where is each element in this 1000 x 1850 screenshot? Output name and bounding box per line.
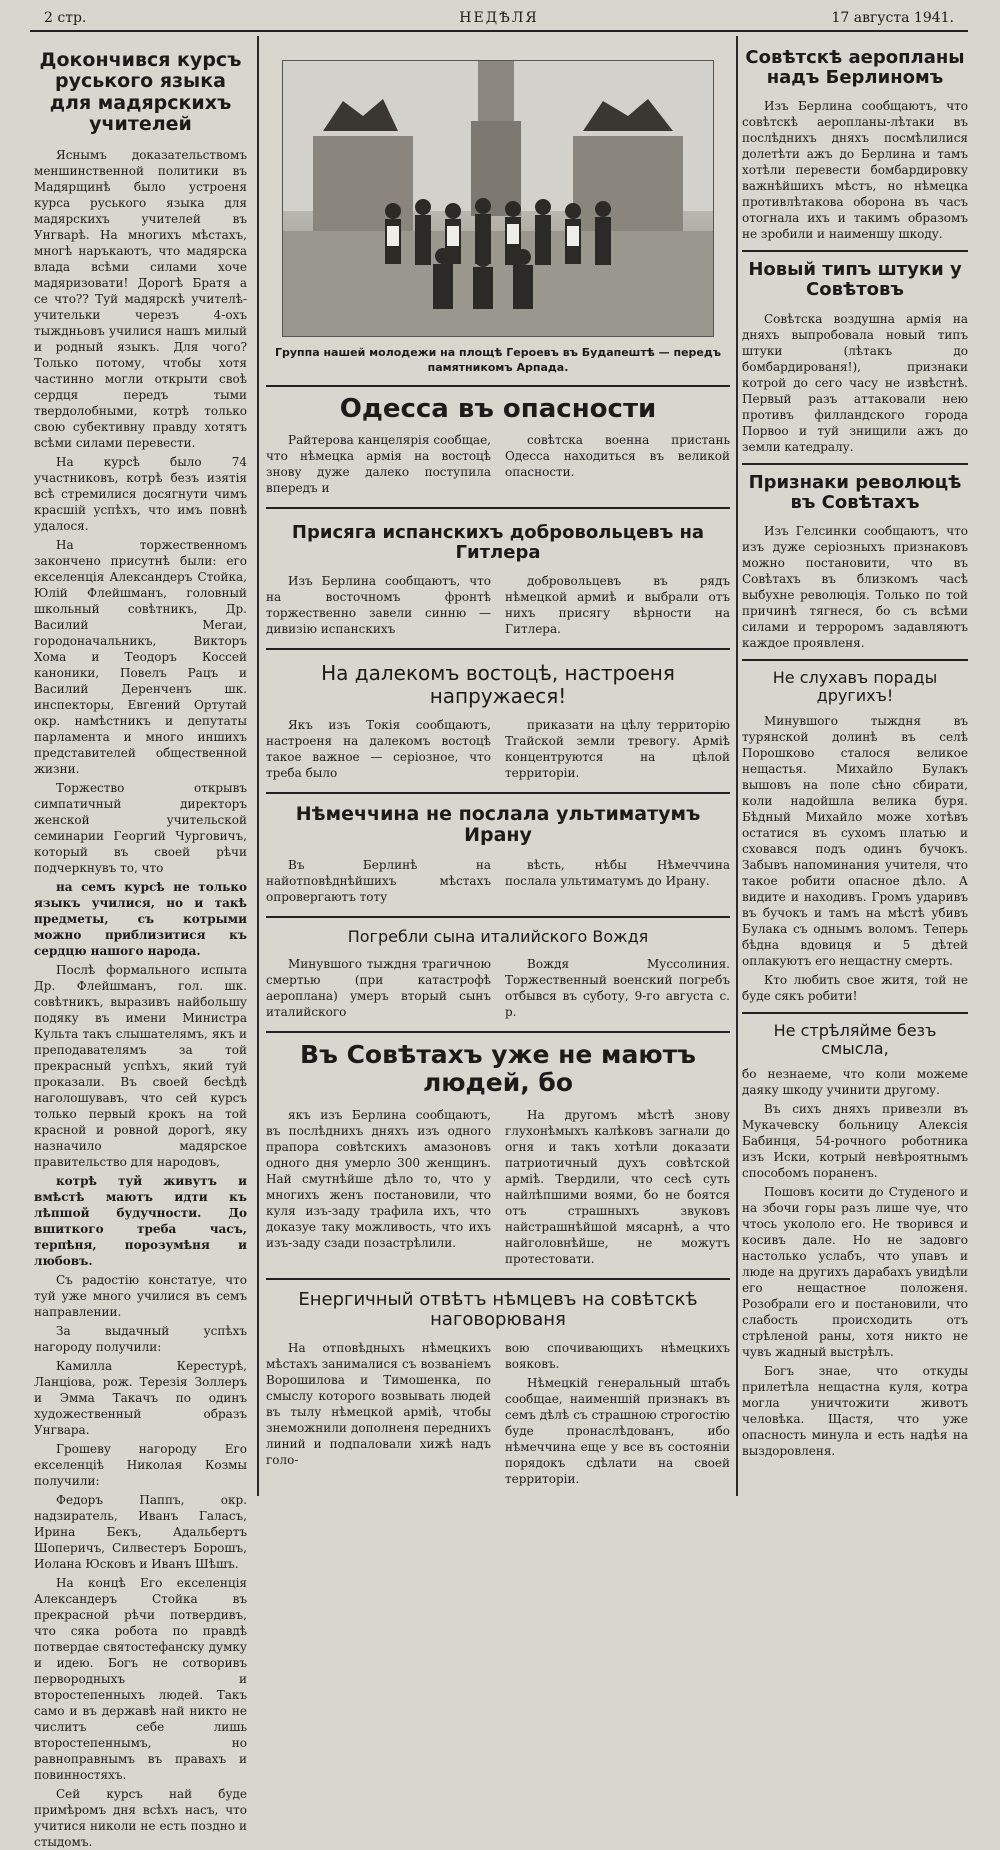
divider bbox=[266, 1278, 730, 1280]
divider bbox=[266, 1031, 730, 1033]
planes-text: Изъ Берлина сообщаютъ, что совѣтскѣ аеропланы-лѣтаки въ послѣднихъ дняхъ посмѣлилися долетѣти ажъ до Берлина и тамъ хотѣли перевести бомбардировку важнѣйшихъ мѣстъ, но нѣмецка противлѣтакова оборона въ часъ отогнала ихъ и такимъ образомъ не зробили и наименшу шкоду. bbox=[742, 99, 968, 242]
answer-col2-wrap bbox=[505, 1340, 730, 1490]
course-paragraph: Грошеву нагороду Его екселенціѣ Николая Козмы получили: bbox=[34, 1442, 247, 1489]
answer-text-col2b: Нѣмецкій генеральный штабъ сообщае, наименшій признакъ въ семъ дѣлѣ съ страшною строгостію буде пронаслѣдованъ, ибо нѣмеччина еще у все въ состояніи порядокъ сдѣлати на своей территоріи. bbox=[505, 1375, 730, 1486]
odessa-headline: Одесса въ опасности bbox=[339, 394, 657, 424]
divider bbox=[266, 916, 730, 918]
course-paragraph: Торжество открывъ симпатичный директоръ женской учительской семинарии Георгий Чурговичъ, который въ своей рѣчи подчеркнувъ то, что bbox=[34, 781, 247, 876]
divider bbox=[742, 463, 968, 465]
course-bold-quote: котрѣ туй живутъ и вмѣстѣ маютъ идти къ лѣпшой будучности. До вшиткого треба часъ, терпѣня, порозумѣня и любовъ. bbox=[34, 1174, 247, 1269]
middle-column bbox=[266, 40, 730, 1510]
weapon-text: Совѣтска воздушна армія на дняхъ выпробовала новый типъ штуки (лѣтакъ до бомбардированя!), признаки котрой до сего часу не извѣстнѣ. Первый разъ аттаковали нею противъ филландского города Порвоо и туй знищили ажъ до земли катедралу. bbox=[742, 311, 968, 454]
odessa-body bbox=[266, 432, 730, 499]
divider bbox=[742, 659, 968, 661]
course-paragraph: Съ радостію констатуе, что туй уже много училися въ семъ направлении. bbox=[34, 1273, 247, 1320]
son-body bbox=[266, 956, 730, 1023]
divider bbox=[742, 1012, 968, 1014]
column-rule-left bbox=[257, 36, 259, 1496]
oath-headline: Присяга испанскихъ добровольцевъ на Гитлера bbox=[291, 522, 705, 564]
course-paragraph: Сей курсъ най буде примѣромъ дня всѣхъ насъ, что учитися николи не есть поздно и стыдомъ. bbox=[34, 1787, 247, 1850]
planes-headline: Совѣтскѣ аеропланы надъ Берлиномъ bbox=[745, 47, 965, 89]
left-column bbox=[34, 40, 247, 1850]
course-paragraph: На торжественномъ закончено присутнѣ были: его екселенція Александеръ Стойка, Юлій Флейшманъ, головный школьный совѣтникъ, Др. Василий Мегаи, городоначальникъ, Викторъ Хома и Теодоръ Коссей каноники, Повелъ Рацъ и Василий Деренченъ шк. инспекторы, Евгений Ортутай окр. намѣстникъ и депутаты парламента и много иншихъ представителей общественной жизни. bbox=[34, 538, 247, 777]
son-text-col1: Минувшого тыждня трагичною смертью (при катастрофѣ аероплана) умеръ вторый сынъ италийского bbox=[266, 956, 491, 1019]
iran-body bbox=[266, 857, 730, 908]
odessa-text-col1: Райтерова канцелярія сообщае, что нѣмецка армія на востоцѣ знову дуже далеко поступила впередъ и bbox=[266, 433, 491, 496]
answer-text-col1: На отповѣдныхъ нѣмецкихъ мѣстахъ занималися съ возваніемъ Ворошилова и Тимошенка, по смыслу которого возвывать людей въ тылу нѣмецкой арміѣ, чтобы знеможнили дополненя переднихъ линий и подпаловали хижѣ надъ голо- bbox=[266, 1340, 491, 1467]
page-number: 2 стр. bbox=[44, 10, 87, 26]
column-rule-right bbox=[736, 36, 738, 1496]
people-body bbox=[266, 1107, 730, 1270]
east-text-col2: приказати на цѣлу территорію Тгайской земли тревогу. Арміѣ концентруются на цѣлой территоріи. bbox=[505, 718, 730, 781]
course-paragraph: На концѣ Его екселенція Александеръ Стойка въ прекрасной рѣчи потвердивъ, что сяка робота по правдѣ потвердае святостефанску думку и идею. Богъ не сотворивъ первородныхъ и второстепенныхъ людей. Такъ само и въ державѣ най никто не числитъ себе лишь второстепеннымъ, но равноправнымъ въ правахъ и повинностяхъ. bbox=[34, 1576, 247, 1783]
oath-text-col1: Изъ Берлина сообщаютъ, что на восточномъ фронтѣ торжественно завели синню — дивизію испанскихъ bbox=[266, 574, 491, 637]
newspaper-title: НЕДѢЛЯ bbox=[459, 10, 539, 26]
shoot-text: Въ сихъ дняхъ привезли въ Мукачевску больницу Алексія Бабинця, 54-рочного роботника изъ Иски, котрый невѣроятнымъ способомъ пораненъ. bbox=[742, 1101, 968, 1180]
east-text-col1: Якъ изъ Токія сообщаютъ, настроеня на далекомъ востоцѣ такое важное — серіозное, что треба было bbox=[266, 718, 491, 781]
course-bold-quote: на семъ курсѣ не только языкъ училися, но и такѣ предметы, съ котрыми можно приблизитися къ сердцю нашого народа. bbox=[34, 880, 247, 959]
people-text-col2: На другомъ мѣстѣ знову глухонѣмыхъ калѣковъ загнали до огня и такъ хотѣли доказати патриотичный духъ совѣтской арміѣ. Твердили, что сесѣ суть найлѣпшими воями, бо не боятся отъ страшныхъ звуковъ найстрашнѣйшой мясарнѣ, а что найголовнѣйше, не можутъ протестовати. bbox=[505, 1107, 730, 1266]
answer-body bbox=[266, 1340, 730, 1490]
issue-date: 17 августа 1941. bbox=[831, 10, 954, 26]
monument-group-image bbox=[283, 61, 713, 336]
answer-text-col2: вою спочивающихъ нѣмецкихъ вояковъ. bbox=[505, 1340, 730, 1371]
heroes-square-photo bbox=[282, 60, 714, 337]
revolution-text: Изъ Гелсинки сообщаютъ, что изъ дуже серіозныхъ признаковъ можно постановити, что въ Совѣтахъ въ близкомъ часѣ выбухне революція. Только по той причинѣ тягнеся, бо съ всѣми силами и терроромъ задавляютъ каждое проявленя. bbox=[742, 523, 968, 650]
east-headline: На далекомъ востоцѣ, настроеня напружаеся! bbox=[321, 661, 675, 708]
son-headline: Погребли сына италийского Вождя bbox=[347, 926, 649, 946]
divider bbox=[266, 648, 730, 650]
answer-headline: Енергичный отвѣтъ нѣмцевъ на совѣтскѣ наговорюваня bbox=[298, 1288, 698, 1330]
right-column bbox=[742, 40, 968, 1510]
odessa-text-col2: совѣтска военна пристань Одесса находиться въ великой опасности. bbox=[505, 433, 730, 480]
advice-headline: Не слухавъ порады другихъ! bbox=[772, 667, 938, 705]
photo-caption: Группа нашей молодежи на площѣ Героевъ въ Будапештѣ — передъ памятникомъ Арпада. bbox=[274, 346, 722, 374]
oath-text-col2: добровольцевъ въ рядъ нѣмецкой армиѣ и выбрали отъ нихъ присягу вѣрности на Гитлера. bbox=[505, 574, 730, 637]
revolution-headline: Признаки революцѣ въ Совѣтахъ bbox=[748, 471, 962, 513]
divider bbox=[742, 250, 968, 252]
course-paragraph: Послѣ формального испыта Др. Флейшманъ, гол. шк. совѣтникъ, выразивъ найбольшу подяку въ имени Министра Культа такъ слышателямъ, якъ и преподавателямъ за той прекрасный успѣхъ, який туй проказали. Въ своей бесѣдѣ наголошувавъ, что сей курсъ только первый крокъ на той красной и ровной дорогѣ, яку назначило мадярское правительство для народовъ, bbox=[34, 963, 247, 1170]
course-paragraph: Камилла Керестурѣ, Ланціова, рож. Терезія Золлеръ и Эмма Такачъ по одинъ художественный образъ Унгвара. bbox=[34, 1359, 247, 1438]
course-paragraph: На курсѣ было 74 участниковъ, котрѣ безъ изятія всѣ стремилися досягнути чимъ красшій успѣхъ, что имъ повнѣ удалося. bbox=[34, 455, 247, 534]
divider bbox=[266, 507, 730, 509]
shoot-text: Богъ знае, что откуды прилетѣла нещастна куля, котра могла уничтожити животъ человѣка. Щастя, что уже опасность минула и есть надѣя на выздоровленя. bbox=[742, 1363, 968, 1458]
course-headline: Докончився курсъ руського языка для мадярскихъ учителей bbox=[39, 49, 242, 135]
iran-headline: Нѣмеччина не послала ультиматумъ Ирану bbox=[295, 803, 701, 847]
people-headline: Въ Совѣтахъ уже не маютъ людей, бо bbox=[300, 1039, 696, 1097]
course-paragraph: Яснымъ доказательствомъ меншинственной политики въ Мадярщинѣ было устроеня курса руського языка для мадярскихъ учителей въ Унгварѣ. На многихъ мѣстахъ, многѣ наръкаютъ, что мадярска влада всѣми силами хоче мадяризовати! Дорогѣ Братя а се что?? Туй мадярскѣ учителѣ-учительки черезъ 4-охъ тыждньовъ училися нашъ милый и родный языкъ. Для чого? Только потому, чтобы хотя частинно могли открыти своѣ сердця передъ тыми твердолобными, котрѣ только свою субективну правду хотятъ всѣми силами перевести. bbox=[34, 148, 247, 451]
iran-text-col2: вѣсть, нѣбы Нѣмеччина послала ультиматумъ до Ирану. bbox=[505, 857, 730, 888]
divider bbox=[266, 385, 730, 387]
shoot-headline: Не стрѣляйме безъ смысла, bbox=[773, 1020, 937, 1058]
oath-body bbox=[266, 573, 730, 640]
advice-moral: Кто любить свое житя, той не буде сякъ робити! bbox=[742, 972, 968, 1003]
course-paragraph: Федоръ Паппъ, окр. надзиратель, Иванъ Галасъ, Ирина Бекъ, Адальбертъ Шоперичъ, Силвестеръ Борошъ, Иолана Юсковъ и Иванъ Шѣшъ. bbox=[34, 1493, 247, 1572]
course-paragraph: За выдачный успѣхъ нагороду получили: bbox=[34, 1324, 247, 1355]
weapon-headline: Новый типъ штуки у Совѣтовъ bbox=[748, 259, 962, 301]
son-text-col2: Вождя Муссолиния. Торжественный военский погребъ отбывся въ суботу, 9-го августа с. р. bbox=[505, 956, 730, 1019]
page-header bbox=[30, 8, 968, 32]
advice-text: Минувшого тыждня въ турянской долинѣ въ селѣ Порошково сталося великое нещастья. Михайло Булакъ вышовъ на поле сѣно сбирати, коли надойшла велика буря. Бѣдный Михайло може хотѣвъ остатися въ сухомъ платью и сховався подъ одинъ бучокъ. Забывъ напоминания учителя, что такое робити опасное дѣло. А видите и находивъ. Громъ ударивъ въ бучокъ и тамъ на мѣстѣ убивъ Булака съ однымъ воломъ. Теперь бѣдна вдовиця и 5 дѣтей оплакуютъ его нещастну смерть. bbox=[742, 713, 968, 968]
divider bbox=[266, 792, 730, 794]
iran-text-col1: Въ Берлинѣ на найотповѣднѣйшихъ мѣстахъ опровергаютъ тоту bbox=[266, 857, 491, 904]
shoot-text: бо незнаеме, что коли можеме даяку шкоду учинити другому. bbox=[742, 1066, 968, 1097]
east-body bbox=[266, 717, 730, 784]
shoot-text: Пошовъ косити до Студеного и на збочи горы разъ лише чуе, что чтось укололо его. Не творився и косивъ дале. Но не задовго настолько услабъ, что упавъ и люде на другихъ дарабахъ увидѣли его нещастное положеня. Розобрали его и постановили, что слабость происходить отъ стрѣленой раны, хотя никто не чувъ жадный выстрѣлъ. bbox=[742, 1184, 968, 1359]
people-text-col1: якъ изъ Берлина сообщаютъ, въ послѣднихъ дняхъ изъ одного прапора совѣтскихъ амазоновъ одного дня умерло 300 женщинъ. Най смутнѣйше дѣло то, что у многихъ женъ постановили, что куля изъ-заду трафила ихъ, что доказуе таку можливость, что ихъ изъ-заду сзади позастрѣлили. bbox=[266, 1107, 491, 1250]
